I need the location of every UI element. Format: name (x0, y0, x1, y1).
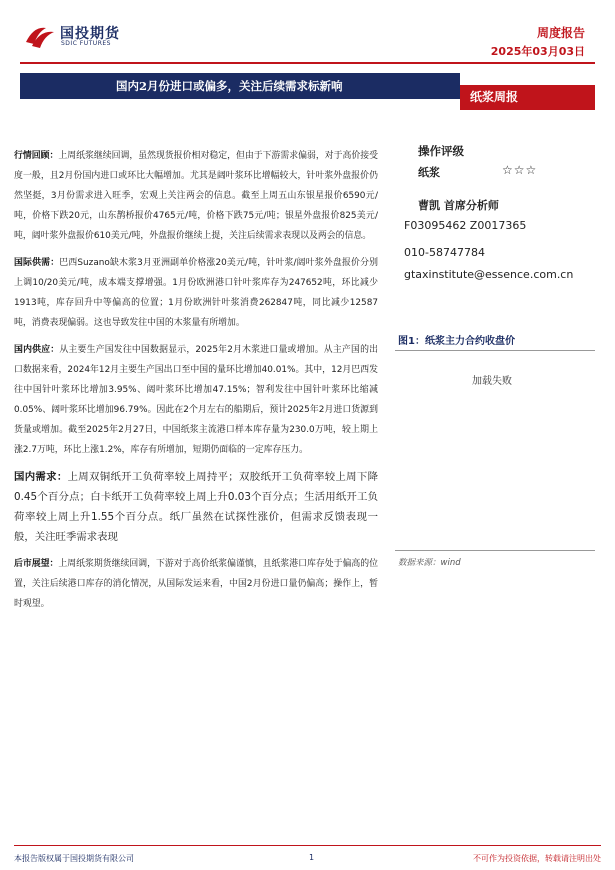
paragraph-text: 上周双铜纸开工负荷率较上周持平；双胶纸开工负荷率较上周下降0.45个百分点；白卡纸开工负荷率较上周上升0.03个百分点；生活用纸开工负荷率较上周上升1.55个百分点。纸厂虽然在试探性涨价，但需求反馈表现一般，关注旺季需求表现 (14, 471, 378, 543)
paragraph-outlook (14, 554, 378, 614)
paragraph-label: 国内需求： (14, 471, 68, 483)
paragraph-label: 国际供需： (14, 258, 60, 268)
paragraph-global-supply-demand (14, 253, 378, 333)
report-date: 2025年03月03日 (490, 45, 585, 58)
analyst-name: 曹凯 首席分析师 (418, 199, 499, 212)
paragraph-market-review (14, 146, 378, 246)
paragraph-label: 国内供应： (14, 345, 60, 355)
report-title-banner: 国内2月份进口或偏多，关注后续需求标新响 (20, 73, 460, 99)
page-number: 1 (309, 853, 315, 862)
paragraph-domestic-demand (14, 467, 378, 547)
figure-top-rule (395, 350, 595, 351)
header-divider (20, 62, 595, 64)
figure-bottom-rule (395, 550, 595, 551)
report-type: 周度报告 (536, 26, 585, 40)
logo-name-en: SDIC FUTURES (61, 40, 111, 47)
rating-stars: ☆☆☆ (502, 163, 538, 177)
paragraph-label: 后市展望： (14, 559, 59, 569)
paragraph-text: 从主要生产国发往中国数据显示，2025年2月木浆进口量或增加。从主产国的出口数据来看，2024年12月主要生产国出口至中国的量环比增加40.01%。其中，12月巴西发往中国针叶浆环比增加3.95%、阔叶浆环比增加47.15%；智利发往中国针叶浆环比缩减0.05%、阔叶浆环比增加96.79%。因此在2个月左右的船期后，预计2025年2月进口货源到货量或增加。截至2025年2月27日，中国纸浆主流港口样本库存量为230.0万吨，较上期上涨2.7万吨，环比上涨1.2%，库存有所增加，短期仍面临的一定库存压力。 (14, 345, 379, 455)
report-body (14, 146, 378, 621)
paragraph-label: 行情回顾： (14, 151, 59, 161)
company-logo (24, 22, 144, 50)
rating-title: 操作评级 (418, 144, 464, 158)
footer-divider (14, 845, 601, 846)
analyst-phone: 010-58747784 (404, 246, 485, 259)
analyst-email: gtaxinstitute@essence.com.cn (404, 268, 574, 281)
section-tag: 纸浆周报 (460, 85, 595, 110)
footer-disclaimer: 不可作为投资依据，转载请注明出处 (473, 854, 601, 863)
logo-name-cn: 国投期货 (60, 26, 120, 42)
paragraph-text: 上周纸浆期货继续回调，下游对于高价纸浆偏谨慎，且纸浆港口库存处于偏高的位置，关注后续港口库存的消化情况，从国际发运来看，中国2月份进口量仍偏高；操作上，暂时观望。 (14, 559, 378, 609)
paragraph-domestic-supply (14, 340, 378, 460)
rating-item: 纸浆 (418, 166, 440, 179)
footer-copyright: 本报告版权属于国投期货有限公司 (14, 854, 134, 863)
figure-load-failed: 加载失败 (472, 376, 512, 387)
analyst-certificate: F03095462 Z0017365 (404, 219, 527, 232)
paragraph-text: 巴西Suzano缺木浆3月亚洲副单价格涨20美元/吨，针叶浆/阔叶浆外盘报价分别上调10/20美元/吨，成本端支撑增强。1月份欧洲港口针叶浆库存为247652吨，环比减少1913吨，库存回升中等偏高的位置；1月份欧洲针叶浆消费262847吨，同比减少12587吨，消费表现偏弱。这也导致发往中国的木浆量有所增加。 (14, 258, 379, 328)
figure-source: 数据来源：wind (398, 558, 461, 568)
figure-title: 图1：纸浆主力合约收盘价 (398, 336, 515, 347)
paragraph-text: 上周纸浆继续回调，虽然现货报价相对稳定，但由于下游需求偏弱，对于高价接受度一般，且2月份国内进口或环比大幅增加。尤其是阔叶浆环比增幅较大，针叶浆外盘报价仍然坚挺，3月份需求进入旺季，宏观上关注两会的信息。截至上周五山东银星报价6590元/吨，价格下跌20元，山东鹊桥报价4765元/吨，价格下跌75元/吨；银星外盘报价825美元/吨，阔叶浆外盘报价610美元/吨，外盘报价继续上提，关注后续需求表现以及两会的信息。 (14, 151, 378, 241)
logo-mark-icon (24, 22, 56, 50)
